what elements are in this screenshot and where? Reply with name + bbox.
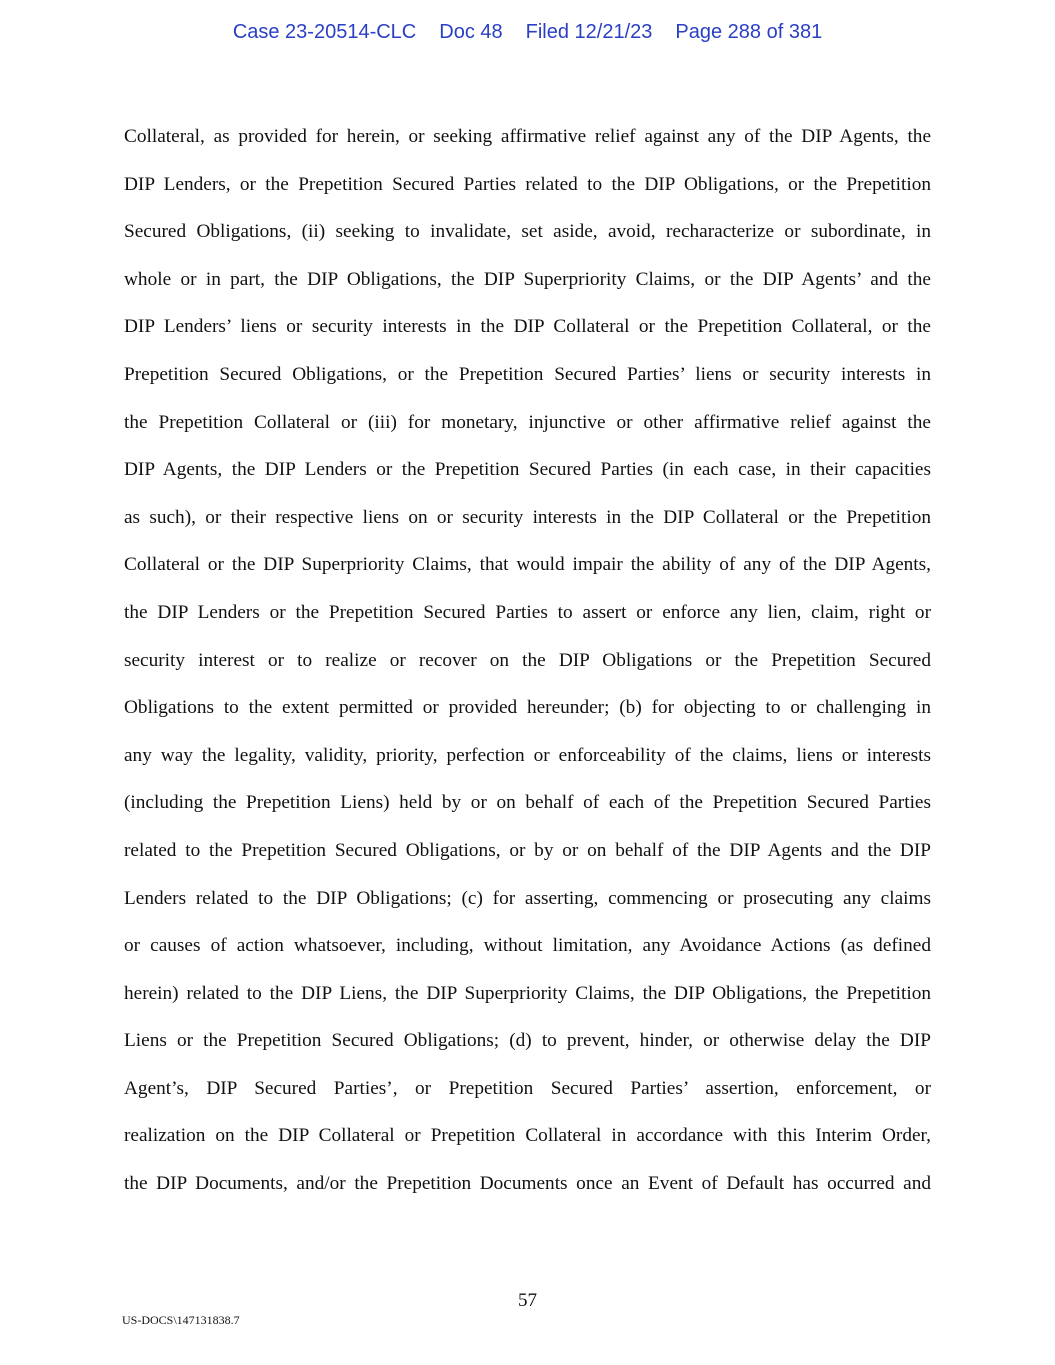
body-line: the DIP Documents, and/or the Prepetition Documents once an Event of Default has occurred and [124, 1173, 931, 1195]
body-line: security interest or to realize or recover on the DIP Obligations or the Prepetition Secured [124, 649, 931, 671]
body-line: DIP Agents, the DIP Lenders or the Prepetition Secured Parties (in each case, in their capacities [124, 459, 931, 481]
body-line: Liens or the Prepetition Secured Obligations; (d) to prevent, hinder, or otherwise delay the DIP [124, 1030, 931, 1052]
body-line: related to the Prepetition Secured Obligations, or by or on behalf of the DIP Agents and the DIP [124, 839, 931, 861]
body-line: DIP Lenders’ liens or security interests in the DIP Collateral or the Prepetition Collateral, or the [124, 316, 931, 338]
body-line: the DIP Lenders or the Prepetition Secured Parties to assert or enforce any lien, claim, right or [124, 601, 931, 623]
body-line: the Prepetition Collateral or (iii) for monetary, injunctive or other affirmative relief against the [124, 411, 931, 433]
case-number: Case 23-20514-CLC [232, 21, 417, 43]
body-line: Lenders related to the DIP Obligations; (c) for asserting, commencing or prosecuting any claims [124, 887, 931, 909]
case-header [0, 19, 1055, 45]
body-line: herein) related to the DIP Liens, the DIP Superpriority Claims, the DIP Obligations, the Prepetition [124, 982, 931, 1004]
body-line: Agent’s, DIP Secured Parties’, or Prepetition Secured Parties’ assertion, enforcement, or [124, 1077, 931, 1099]
doc-number: Doc 48 [439, 21, 503, 43]
body-line: as such), or their respective liens on or security interests in the DIP Collateral or the Prepetition [124, 506, 931, 528]
body-line: Collateral, as provided for herein, or seeking affirmative relief against any of the DIP Agents, the [124, 126, 931, 147]
body-line: or causes of action whatsoever, including, without limitation, any Avoidance Actions (as defined [124, 935, 931, 957]
body-line: whole or in part, the DIP Obligations, the DIP Superpriority Claims, or the DIP Agents’ and the [124, 268, 931, 290]
document-id: US-DOCS\147131838.7 [122, 1313, 240, 1327]
body-line: Obligations to the extent permitted or provided hereunder; (b) for objecting to or challenging in [124, 697, 931, 719]
body-paragraph [124, 122, 931, 1217]
page-count: Page 288 of 381 [675, 21, 823, 43]
page-number: 57 [518, 1290, 537, 1311]
body-line: (including the Prepetition Liens) held by or on behalf of each of the Prepetition Secured Parties [124, 792, 931, 814]
body-line: Secured Obligations, (ii) seeking to invalidate, set aside, avoid, recharacterize or subordinate, in [124, 221, 931, 243]
filed-date: Filed 12/21/23 [525, 21, 653, 43]
body-line: Prepetition Secured Obligations, or the Prepetition Secured Parties’ liens or security interests in [124, 363, 931, 385]
body-line: Collateral or the DIP Superpriority Claims, that would impair the ability of any of the DIP Agents, [124, 554, 931, 576]
body-line: any way the legality, validity, priority, perfection or enforceability of the claims, liens or interests [124, 744, 931, 766]
body-line: DIP Lenders, or the Prepetition Secured Parties related to the DIP Obligations, or the Prepetition [124, 173, 931, 195]
body-line: realization on the DIP Collateral or Prepetition Collateral in accordance with this Interim Order, [124, 1125, 931, 1147]
